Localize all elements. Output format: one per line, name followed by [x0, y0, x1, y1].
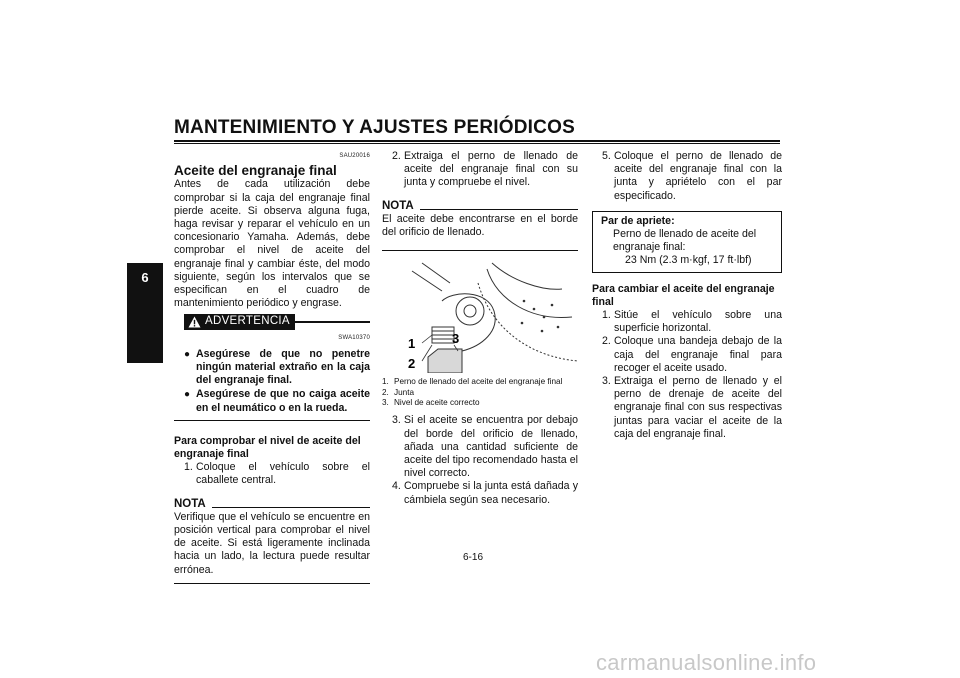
torque-value: 23 Nm (2.3 m·kgf, 17 ft·lbf)	[625, 254, 752, 267]
nota-end-rule	[382, 250, 578, 251]
warning-item: ● Asegúrese de que no caiga aceite en el neumático o en la rueda.	[184, 388, 370, 414]
step-item: 3. Si el aceite se encuentra por debajo del borde del orificio de llenado, añada una cantidad suficiente de aceite del tipo recomendado hasta el nivel correcto.	[392, 414, 578, 480]
warning-header	[174, 314, 370, 329]
nota-header: NOTA	[382, 200, 578, 213]
warning-list	[174, 348, 370, 415]
header-rule	[174, 140, 780, 142]
column-1	[174, 150, 370, 584]
warning-code: SWA10370	[338, 334, 370, 341]
intro-paragraph: Antes de cada utilización debe comprobar si la caja del engranaje final pierde aceite. Si observa alguna fuga, haga revisar y reparar el vehículo en un concesionario Yamaha. Además, debe comprobar el nivel de aceite del engranaje final y cambiar éste, del modo siguiente, según los intervalos que se especifican en el cuadro de mantenimiento periódico y engrase.	[174, 178, 370, 310]
figure-label-3: 3	[452, 331, 460, 347]
nota-rule	[212, 507, 370, 508]
nota-rule	[420, 209, 578, 210]
step-item: 2. Coloque una bandeja debajo de la caja del engranaje final para recoger el aceite usado.	[602, 335, 782, 374]
check-title: Para comprobar el nivel de aceite del engranaje final	[174, 434, 361, 461]
nota-text: El aceite debe encontrarse en el borde del orificio de llenado.	[382, 212, 578, 239]
torque-spec-box	[592, 211, 782, 273]
header-rule-thin	[174, 143, 780, 144]
watermark: carmanualsonline.info	[596, 650, 817, 675]
warning-item: ● Asegúrese de que no penetre ningún material extraño en la caja del engranaje final.	[184, 347, 370, 387]
torque-label: Par de apriete:	[601, 214, 675, 227]
column-2	[382, 150, 578, 507]
page-number: 6-16	[463, 552, 484, 563]
figure-label-2: 2	[408, 356, 416, 372]
warning-end-rule	[174, 420, 370, 421]
gear-case-drawing	[382, 261, 578, 373]
change-title: Para cambiar el aceite del engranaje final	[592, 282, 775, 308]
nota-end-rule	[174, 583, 370, 584]
step-item: 3. Extraiga el perno de llenado y el perno de drenaje de aceite del engranaje final con sus respectivas juntas para vaciar el aceite de la caja del engranaje final.	[602, 375, 782, 440]
step-item: 5. Coloque el perno de llenado de aceite del engranaje final con la junta y apriételo con el par especificado.	[602, 150, 782, 202]
torque-item: Perno de llenado de aceite del engranaje final:	[613, 228, 757, 254]
figure-label-1: 1	[408, 336, 416, 352]
page-title: MANTENIMIENTO Y AJUSTES PERIÓDICOS	[174, 117, 575, 138]
section-code: SAU20016	[339, 153, 370, 159]
step-item: 1. Sitúe el vehículo sobre una superficie horizontal.	[602, 309, 782, 335]
gear-case-illustration	[382, 261, 578, 373]
figure-captions	[382, 377, 578, 408]
section-title: Aceite del engranaje final	[174, 163, 337, 179]
step-item: 4. Compruebe si la junta está dañada y cámbiela según sea necesario.	[392, 480, 578, 506]
caption-item: 3. Nivel de aceite correcto	[382, 398, 480, 408]
warning-label: ADVERTENCIA	[205, 315, 290, 328]
nota-header: NOTA	[174, 498, 370, 511]
column-3	[592, 150, 782, 441]
chapter-tab: 6	[127, 263, 163, 363]
caption-item: 2. Junta	[382, 387, 415, 397]
nota-text: Verifique que el vehículo se encuentre en posición vertical para comprobar el nivel de aceite. Si está ligeramente inclinada hacia un lado, la lectura puede resultar errónea.	[174, 510, 370, 576]
bullet-icon: ●	[184, 389, 191, 401]
warning-rule	[295, 321, 370, 323]
warning-icon	[188, 316, 201, 328]
step-item: 1. Coloque el vehículo sobre el caballete central.	[184, 461, 370, 487]
warning-badge	[184, 314, 295, 329]
bullet-icon: ●	[184, 348, 191, 360]
step-item: 2. Extraiga el perno de llenado de aceite del engranaje final con su junta y compruebe el nivel.	[392, 150, 578, 189]
caption-item: 1. Perno de llenado del aceite del engranaje final	[382, 377, 563, 387]
